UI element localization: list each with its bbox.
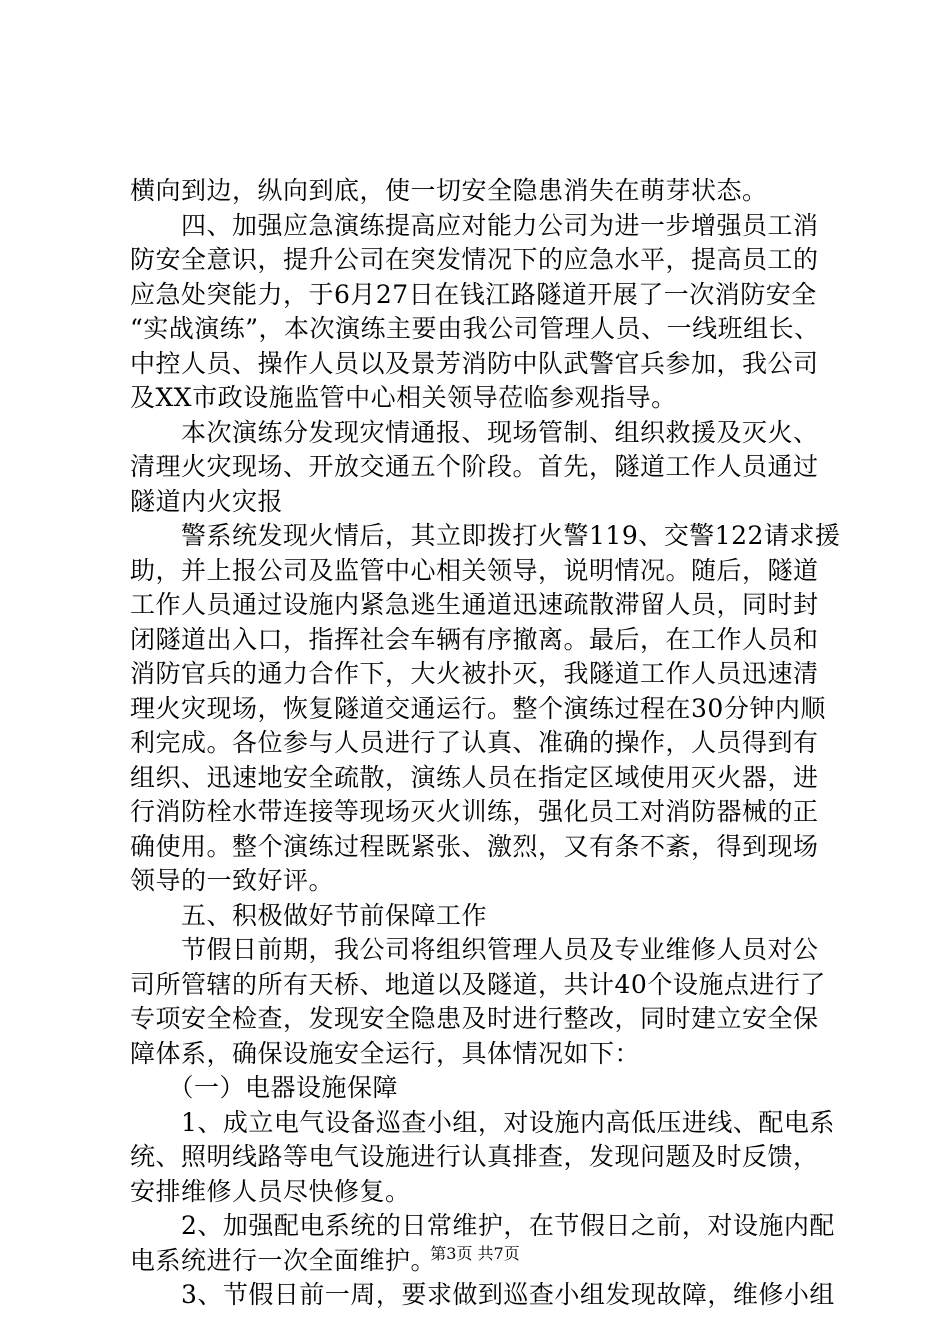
text-line: 3、节假日前一周，要求做到巡查小组发现故障，维修小组	[130, 1280, 835, 1309]
text-line: 中控人员、操作人员以及景芳消防中队武警官兵参加，我公司	[130, 348, 819, 378]
text-line: 横向到边，纵向到底，使一切安全隐患消失在萌芽状态。	[130, 176, 768, 205]
text-line: 警系统发现火情后，其立即拨打火警119、交警122请求援	[130, 521, 841, 550]
text-line: 专项安全检查，发现安全隐患及时进行整改，同时建立安全保	[130, 1004, 819, 1033]
text-line: 助，并上报公司及监管中心相关领导，说明情况。随后，隧道	[130, 555, 819, 585]
text-line: 隧道内火灾报	[130, 486, 284, 516]
text-line: 行消防栓水带连接等现场灭火训练，强化员工对消防器械的正	[130, 797, 819, 826]
text-line: 及XX市政设施监管中心相关领导莅临参观指导。	[130, 383, 677, 412]
text-line: 节假日前期，我公司将组织管理人员及专业维修人员对公	[130, 935, 819, 964]
text-line: 安排维修人员尽快修复。	[130, 1176, 411, 1206]
text-line: 清理火灾现场、开放交通五个阶段。首先，隧道工作人员通过	[130, 452, 819, 481]
text-line: 五、积极做好节前保障工作	[130, 900, 488, 930]
text-line: 闭隧道出入口，指挥社会车辆有序撤离。最后，在工作人员和	[130, 624, 819, 654]
text-line: 四、加强应急演练提高应对能力公司为进一步增强员工消	[130, 210, 819, 240]
text-line: 防安全意识，提升公司在突发情况下的应急水平，提高员工的	[130, 245, 819, 274]
text-line: 1、成立电气设备巡查小组，对设施内高低压进线、配电系	[130, 1107, 835, 1137]
text-line: 本次演练分发现灾情通报、现场管制、组织救援及灭火、	[130, 417, 819, 447]
text-line: 2、加强配电系统的日常维护，在节假日之前，对设施内配	[130, 1211, 835, 1240]
text-line: 确使用。整个演练过程既紧张、激烈，又有条不紊，得到现场	[130, 831, 819, 861]
text-line: 利完成。各位参与人员进行了认真、准确的操作，人员得到有	[130, 728, 819, 757]
text-line: 障体系，确保设施安全运行，具体情况如下：	[130, 1038, 641, 1068]
text-line: 电系统进行一次全面维护。	[130, 1245, 437, 1275]
text-line: “实战演练”，本次演练主要由我公司管理人员、一线班组长、	[130, 314, 820, 343]
text-line: 应急处突能力，于6月27日在钱江路隧道开展了一次消防安全	[130, 279, 817, 309]
text-line: 消防官兵的通力合作下，大火被扑灭，我隧道工作人员迅速清	[130, 659, 819, 688]
text-line: 领导的一致好评。	[130, 866, 335, 895]
text-line: 统、照明线路等电气设施进行认真排查，发现问题及时反馈，	[130, 1142, 819, 1171]
page-footer: 第3页 共7页	[430, 1244, 520, 1263]
text-line: （一）电器设施保障	[130, 1073, 399, 1102]
text-line: 司所管辖的所有天桥、地道以及隧道，共计40个设施点进行了	[130, 969, 826, 999]
text-line: 理火灾现场，恢复隧道交通运行。整个演练过程在30分钟内顺	[130, 693, 826, 723]
text-line: 组织、迅速地安全疏散，演练人员在指定区域使用灭火器，进	[130, 762, 819, 792]
text-line: 工作人员通过设施内紧急逃生通道迅速疏散滞留人员，同时封	[130, 590, 819, 619]
